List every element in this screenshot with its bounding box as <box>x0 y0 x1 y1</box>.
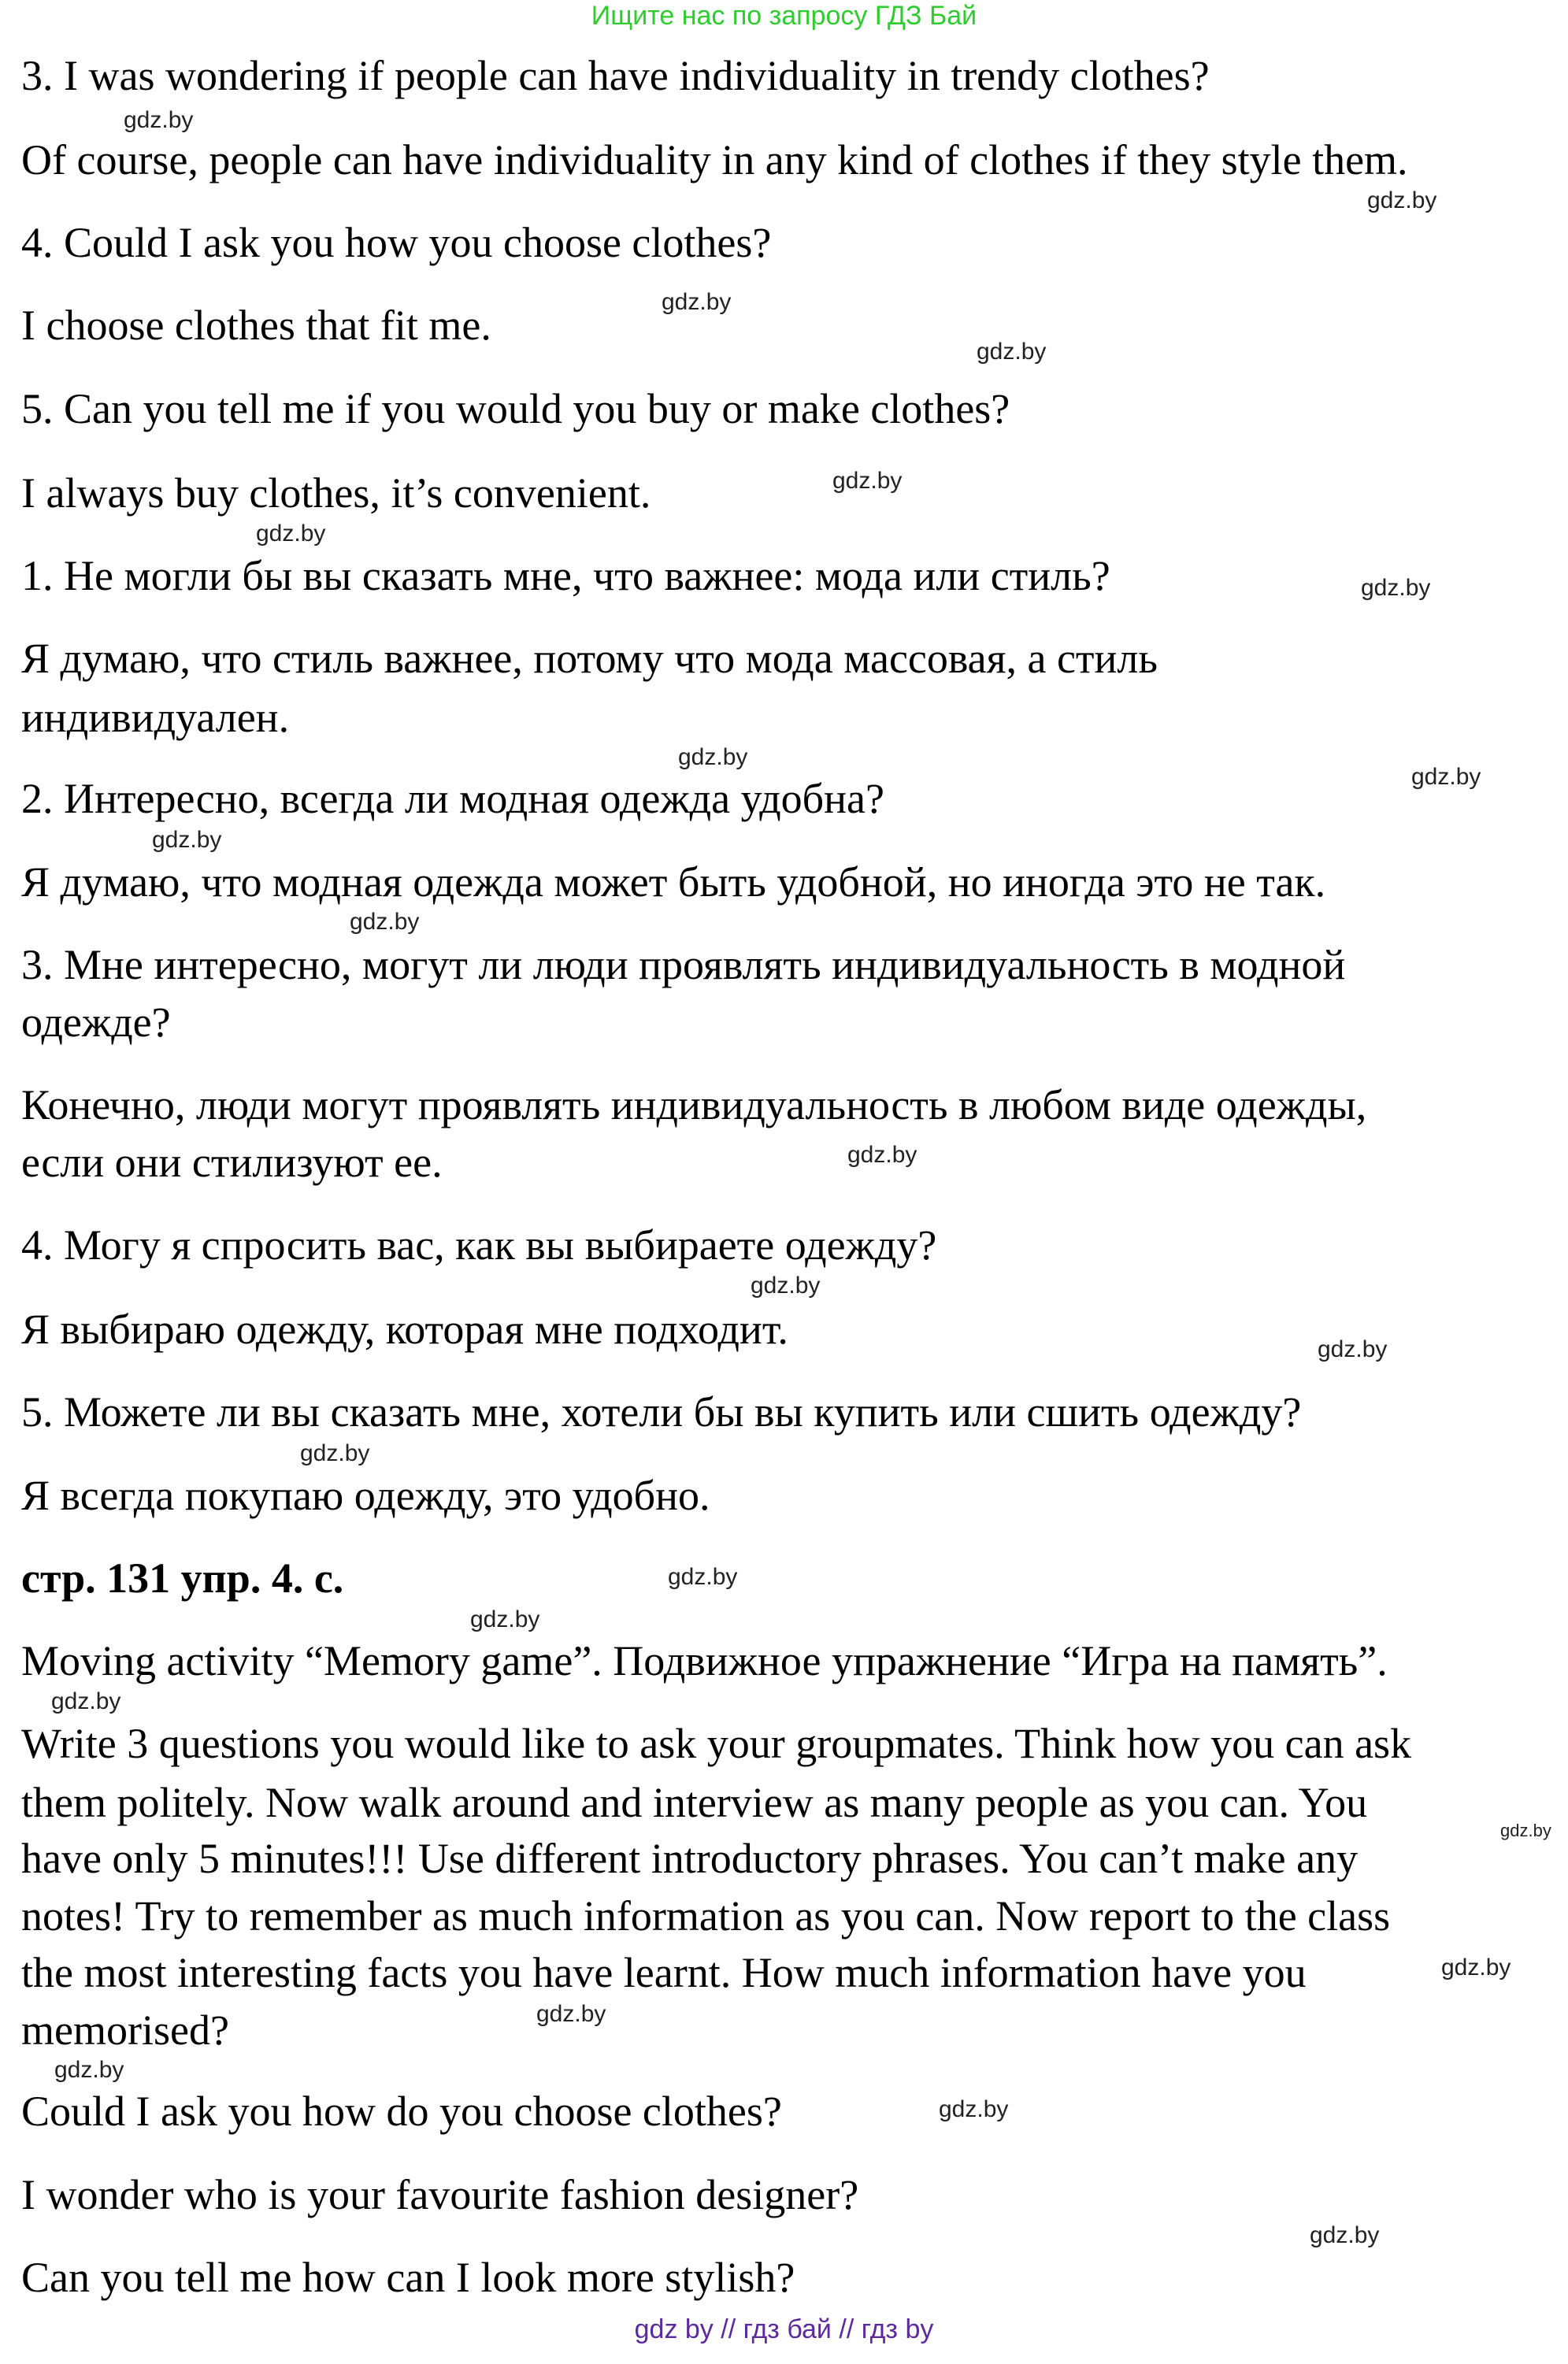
watermark: gdz.by <box>536 2001 606 2027</box>
search-hint-banner[interactable]: Ищите нас по запросу ГДЗ Бай <box>591 1 977 31</box>
task-text-line: Write 3 questions you would like to ask your groupmates. Think how you can ask <box>21 1720 1412 1767</box>
question-line: 4. Могу я спросить вас, как вы выбираете одежду? <box>21 1221 937 1269</box>
watermark: gdz.by <box>1441 1955 1511 1980</box>
exercise-heading: стр. 131 упр. 4. с. <box>21 1554 344 1602</box>
watermark: gdz.by <box>668 1564 738 1590</box>
answer-line: Я думаю, что модная одежда может быть удобной, но иногда это не так. <box>21 858 1326 906</box>
watermark: gdz.by <box>1367 187 1437 213</box>
answer-line: Can you tell me how can I look more stylish? <box>21 2254 795 2301</box>
watermark: gdz.by <box>678 744 748 770</box>
question-line: 5. Can you tell me if you would you buy or make clothes? <box>21 385 1010 432</box>
task-text-line: have only 5 minutes!!! Use different introductory phrases. You can’t make any <box>21 1835 1359 1882</box>
watermark: gdz.by <box>124 107 194 133</box>
watermark: gdz.by <box>977 339 1047 365</box>
question-line: 4. Could I ask you how you choose clothes? <box>21 219 772 266</box>
watermark: gdz.by <box>1318 1336 1388 1362</box>
answer-line: Я всегда покупаю одежду, это удобно. <box>21 1472 710 1519</box>
answer-line: Я думаю, что стиль важнее, потому что мода массовая, а стиль <box>21 635 1158 682</box>
watermark: gdz.by <box>1411 764 1481 790</box>
answer-line: Я выбираю одежду, которая мне подходит. <box>21 1306 788 1353</box>
watermark: gdz.by <box>51 1688 121 1714</box>
answer-line: Of course, people can have individuality in any kind of clothes if they style them. <box>21 136 1408 183</box>
watermark: gdz.by <box>662 289 732 315</box>
watermark: gdz.by <box>470 1606 540 1632</box>
watermark: gdz.by <box>1310 2222 1380 2248</box>
watermark: gdz.by <box>751 1273 821 1299</box>
watermark: gdz.by <box>832 468 903 494</box>
watermark: gdz.by <box>54 2057 124 2083</box>
task-text-line: notes! Try to remember as much information as you can. Now report to the class <box>21 1892 1391 1940</box>
watermark: gdz.by <box>1500 1821 1551 1840</box>
answer-line: I choose clothes that fit me. <box>21 302 491 349</box>
watermark: gdz.by <box>939 2096 1009 2122</box>
watermark: gdz.by <box>300 1440 370 1466</box>
watermark: gdz.by <box>847 1142 917 1168</box>
answer-line: Could I ask you how do you choose clothes? <box>21 2088 782 2135</box>
task-text-line: memorised? <box>21 2006 229 2054</box>
watermark: gdz.by <box>256 521 326 547</box>
question-line: 2. Интересно, всегда ли модная одежда удобна? <box>21 775 884 822</box>
watermark: gdz.by <box>350 909 420 935</box>
answer-line: I always buy clothes, it’s convenient. <box>21 469 651 517</box>
answer-line: Конечно, люди могут проявлять индивидуальность в любом виде одежды, <box>21 1081 1367 1128</box>
answer-line: индивидуален. <box>21 694 290 741</box>
task-text-line: the most interesting facts you have learnt. How much information have you <box>21 1949 1307 1996</box>
question-line: 3. Мне интересно, могут ли люди проявлять индивидуальность в модной <box>21 941 1346 988</box>
task-text-line: them politely. Now walk around and interview as many people as you can. You <box>21 1779 1368 1826</box>
watermark: gdz.by <box>152 827 222 853</box>
watermark: gdz.by <box>1361 575 1431 601</box>
answer-line: если они стилизуют ее. <box>21 1139 443 1186</box>
question-line: одежде? <box>21 999 171 1046</box>
footer-links[interactable]: gdz by // гдз бай // гдз by <box>634 2314 934 2344</box>
question-line: 3. I was wondering if people can have individuality in trendy clothes? <box>21 52 1210 99</box>
answer-line: I wonder who is your favourite fashion designer? <box>21 2171 859 2218</box>
question-line: 1. Не могли бы вы сказать мне, что важнее: мода или стиль? <box>21 552 1110 599</box>
task-title: Moving activity “Memory game”. Подвижное упражнение “Игра на память”. <box>21 1637 1388 1684</box>
question-line: 5. Можете ли вы сказать мне, хотели бы вы купить или сшить одежду? <box>21 1388 1302 1436</box>
